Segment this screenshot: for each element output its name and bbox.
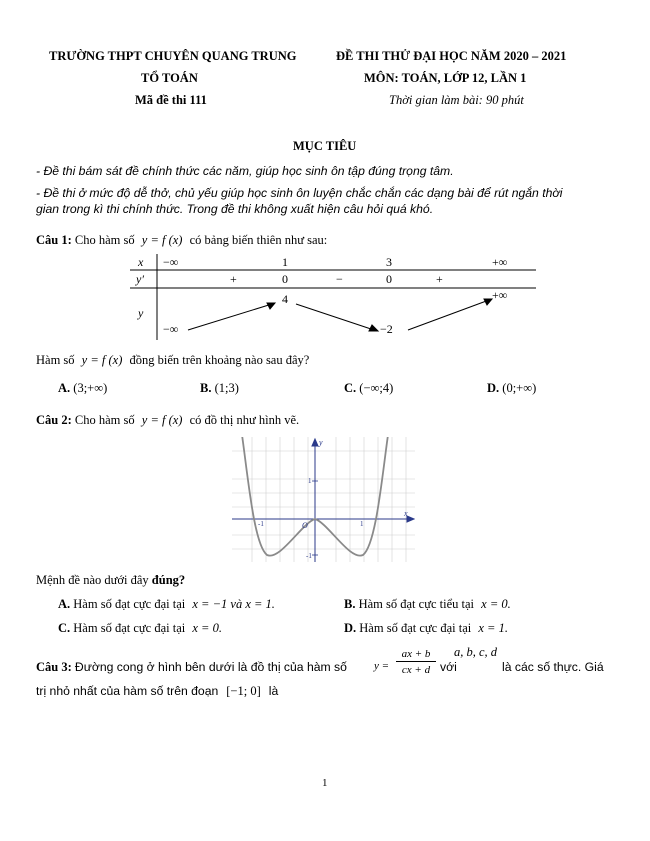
- q3-params: a, b, c, d: [454, 645, 498, 659]
- row-x-label: x: [138, 255, 144, 269]
- option-text: Hàm số đạt cực tiểu tại: [358, 597, 475, 611]
- option-value: (0;+∞): [502, 381, 537, 395]
- exam-title: ĐỀ THI THỬ ĐẠI HỌC NĂM 2020 – 2021: [336, 49, 567, 63]
- graph-svg: [232, 437, 415, 562]
- option-letter: B.: [344, 597, 356, 611]
- exam-code: Mã đề thi 111: [135, 93, 207, 107]
- option-letter: C.: [344, 381, 357, 395]
- q2-func: y = f (x): [141, 413, 183, 427]
- q1-question-after: đồng biến trên khoảng nào sau đây?: [129, 353, 310, 367]
- q3-text-after: là các số thực. Giá: [502, 660, 604, 674]
- q3-label-line: [36, 660, 347, 675]
- option-math: x = 0.: [481, 597, 511, 611]
- q1-func: y = f (x): [141, 233, 183, 247]
- y-value-neg-inf: −∞: [163, 322, 179, 336]
- q3-line-2: [36, 682, 278, 700]
- q1-option-b[interactable]: [200, 381, 239, 396]
- y-value-pos-inf: +∞: [492, 288, 508, 302]
- q3-formula-num: ax + b: [396, 648, 436, 662]
- q3-line2-after: là: [268, 684, 279, 698]
- q1-question-before: Hàm số: [36, 353, 75, 367]
- option-letter: A.: [58, 597, 71, 611]
- q1-stem: [36, 233, 327, 248]
- exam-time: Thời gian làm bài: 90 phút: [389, 93, 524, 107]
- y-value-min: −2: [380, 322, 393, 336]
- objective-title: MỤC TIÊU: [293, 139, 357, 153]
- q1-option-a[interactable]: [58, 381, 107, 396]
- variation-table: [130, 254, 536, 340]
- option-letter: B.: [200, 381, 212, 395]
- page-number: 1: [322, 777, 328, 789]
- x-value-1: 1: [282, 255, 288, 269]
- option-letter: D.: [344, 621, 357, 635]
- q3-text-with: với: [440, 660, 457, 674]
- x-value-neg-inf: −∞: [163, 255, 179, 269]
- yp-zero-2: 0: [386, 272, 392, 286]
- option-text: Hàm số đạt cực đại tại: [359, 621, 472, 635]
- option-value: (1;3): [214, 381, 239, 395]
- q2-option-a[interactable]: [58, 597, 275, 612]
- function-graph: [232, 437, 415, 562]
- q1-text-after: có bảng biến thiên như sau:: [189, 233, 328, 247]
- q2-text-after: có đồ thị như hình vẽ.: [189, 413, 300, 427]
- row-yprime-label: y′: [136, 272, 144, 286]
- x-axis-label: x: [404, 509, 408, 518]
- q2-stem: [36, 413, 299, 428]
- q1-text-before: Cho hàm số: [74, 233, 135, 247]
- option-value: (3;+∞): [73, 381, 108, 395]
- option-letter: A.: [58, 381, 71, 395]
- tick-y-neg-1: -1: [306, 552, 312, 560]
- option-math: x = 0.: [192, 621, 222, 635]
- yp-zero-1: 0: [282, 272, 288, 286]
- q2-prompt-bold: đúng?: [151, 573, 186, 587]
- tick-x-neg-1: -1: [258, 520, 264, 528]
- exam-subject: MÔN: TOÁN, LỚP 12, LẦN 1: [364, 71, 527, 85]
- option-text: Hàm số đạt cực đại tại: [73, 597, 186, 611]
- objective-line-1: - Đề thi bám sát đề chính thức các năm, giúp học sinh ôn tập đúng trọng tâm.: [36, 164, 454, 178]
- q3-text-before: Đường cong ở hình bên dưới là đồ thị của hàm số: [74, 660, 347, 674]
- q3-formula-y: y =: [374, 660, 390, 672]
- q3-label: Câu 3:: [36, 660, 72, 674]
- tick-x-pos-1: 1: [360, 520, 364, 528]
- school-name: TRƯỜNG THPT CHUYÊN QUANG TRUNG: [49, 49, 297, 63]
- option-math: x = −1 và x = 1.: [192, 597, 275, 611]
- q1-question: [36, 353, 309, 368]
- option-letter: D.: [487, 381, 500, 395]
- x-value-pos-inf: +∞: [492, 255, 508, 269]
- yp-sign-3: +: [436, 272, 443, 286]
- q3-line2-before: trị nhỏ nhất của hàm số trên đoạn: [36, 684, 219, 698]
- option-text: Hàm số đạt cực đại tại: [73, 621, 186, 635]
- q1-option-c[interactable]: [344, 381, 393, 396]
- q2-option-d[interactable]: [344, 621, 508, 636]
- q3-formula-den: cx + d: [401, 664, 431, 676]
- x-value-3: 3: [386, 255, 392, 269]
- variation-table-lines: [130, 254, 536, 340]
- q1-label: Câu 1:: [36, 233, 72, 247]
- y-value-max: 4: [282, 292, 288, 306]
- department: TỔ TOÁN: [141, 71, 198, 85]
- row-y-label: y: [138, 306, 144, 320]
- yp-sign-2: −: [336, 272, 343, 286]
- yp-sign-1: +: [230, 272, 237, 286]
- q2-label: Câu 2:: [36, 413, 72, 427]
- option-letter: C.: [58, 621, 71, 635]
- tick-y-pos-1: 1: [308, 477, 312, 485]
- objective-line-2a: - Đề thi ở mức độ dễ thở, chủ yếu giúp học sinh ôn luyện chắc chắn các dạng bài để rút ngắn thời: [36, 186, 563, 200]
- option-value: (−∞;4): [359, 381, 394, 395]
- q2-prompt: [36, 573, 185, 588]
- q2-option-c[interactable]: [58, 621, 222, 636]
- y-axis-label: y: [319, 438, 323, 447]
- q2-text-before: Cho hàm số: [74, 413, 135, 427]
- origin-label: O: [302, 521, 308, 530]
- q1-option-d[interactable]: [487, 381, 536, 396]
- q3-interval: [−1; 0]: [226, 684, 261, 698]
- q2-option-b[interactable]: [344, 597, 511, 612]
- q2-prompt-before: Mệnh đề nào dưới đây: [36, 573, 149, 587]
- option-math: x = 1.: [478, 621, 508, 635]
- objective-line-2b: gian trong kì thi chính thức. Trong đề thi không xuất hiện câu hỏi quá khó.: [36, 202, 434, 216]
- q1-question-func: y = f (x): [81, 353, 123, 367]
